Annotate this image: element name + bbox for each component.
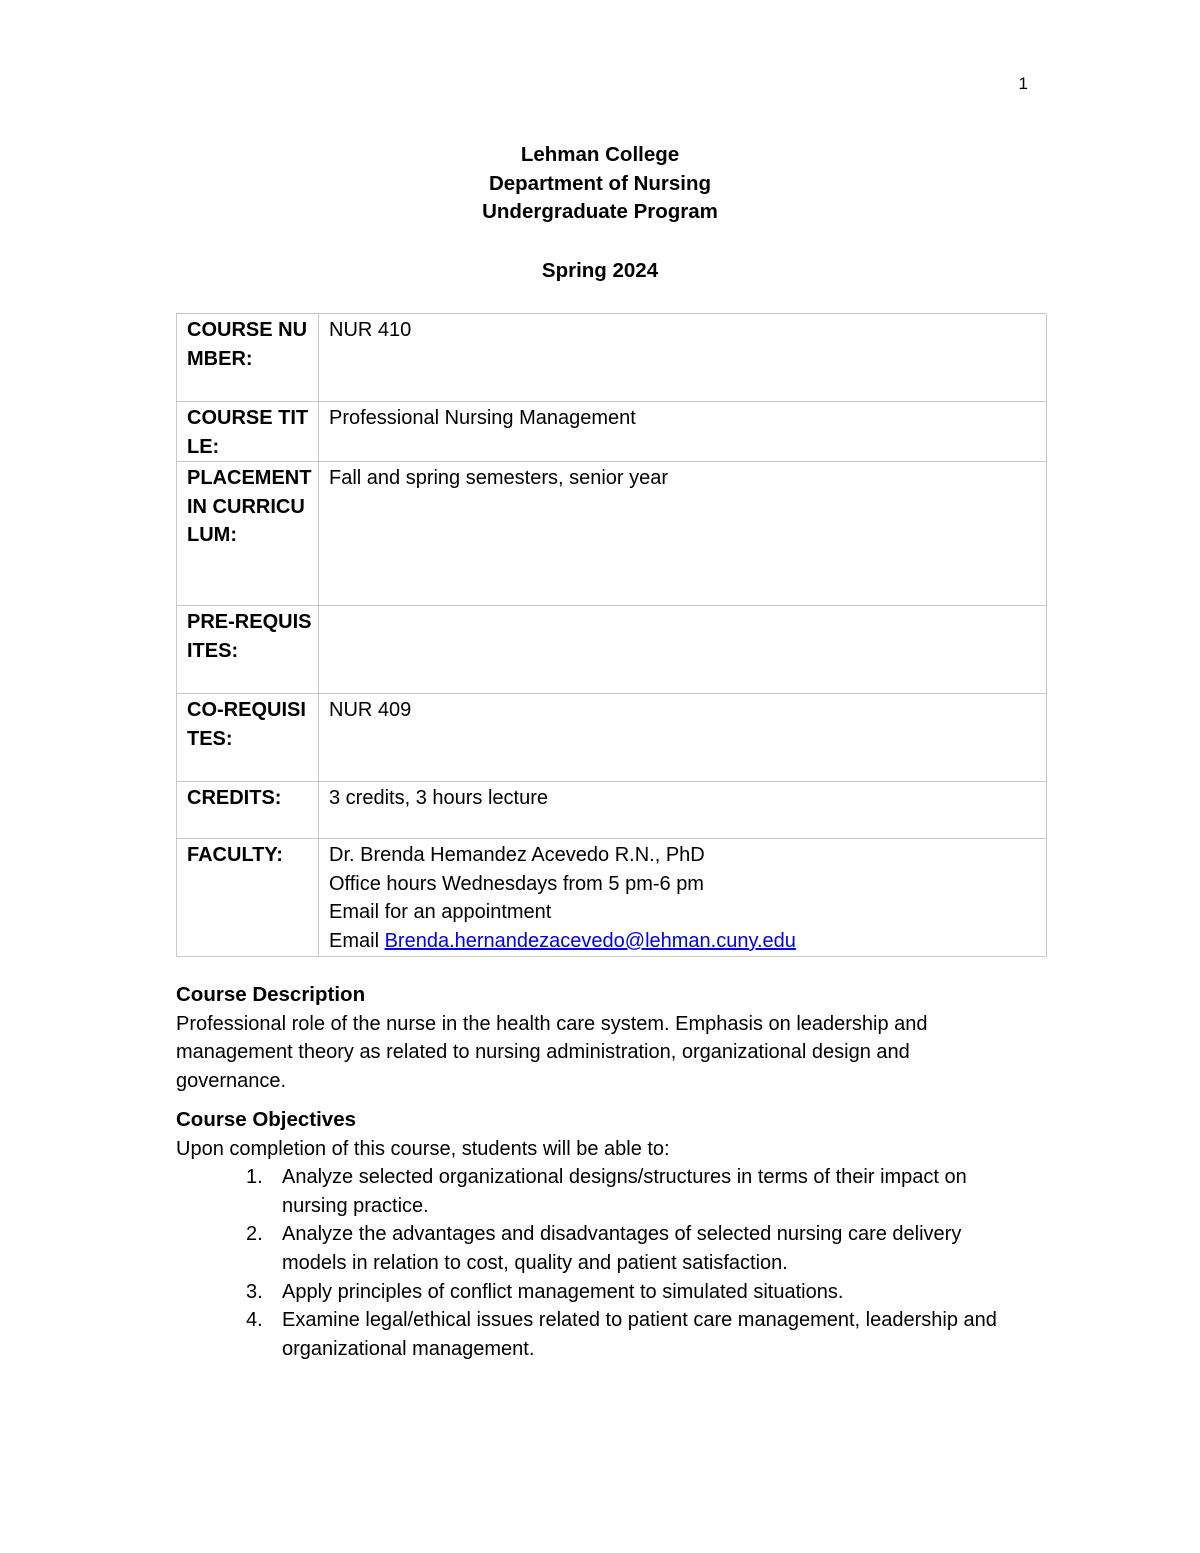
credits-value: 3 credits, 3 hours lecture <box>319 782 1047 839</box>
appointment-note: Email for an appointment <box>329 901 552 924</box>
list-number: 1. <box>246 1166 263 1189</box>
corequisites-label: CO-REQUISITES: <box>177 694 319 782</box>
table-row <box>177 839 1047 956</box>
faculty-label: FACULTY: <box>177 839 319 956</box>
course-objectives-section <box>176 1106 1026 1363</box>
course-objectives-title: Course Objectives <box>176 1108 357 1131</box>
faculty-name: Dr. Brenda Hemandez Acevedo R.N., PhD <box>329 844 705 867</box>
list-item <box>246 1278 1026 1307</box>
table-row <box>177 782 1047 839</box>
program-name: Undergraduate Program <box>482 200 718 224</box>
department-name: Department of Nursing <box>488 171 712 195</box>
objectives-list <box>176 1163 1026 1363</box>
objective-text: Analyze the advantages and disadvantages of selected nursing care delivery models in relation to cost, quality and patient satisfaction. <box>282 1223 962 1274</box>
course-number-value: NUR 410 <box>319 314 1047 402</box>
page-number: 1 <box>1018 74 1028 93</box>
table-row <box>177 694 1047 782</box>
table-row <box>177 314 1047 402</box>
placement-label: PLACEMENT IN CURRICULUM: <box>177 462 319 606</box>
institution-name: Lehman College <box>520 143 680 166</box>
course-title-label: COURSE TITLE: <box>177 402 319 462</box>
list-number: 2. <box>246 1223 263 1246</box>
table-row <box>177 402 1047 462</box>
course-number-label: COURSE NUMBER: <box>177 314 319 402</box>
course-description-title: Course Description <box>176 983 366 1006</box>
list-number: 3. <box>246 1280 263 1303</box>
corequisites-value: NUR 409 <box>319 694 1047 782</box>
list-number: 4. <box>246 1309 263 1332</box>
placement-value: Fall and spring semesters, senior year <box>319 462 1047 606</box>
prerequisites-value <box>319 606 1047 694</box>
objective-text: Analyze selected organizational designs/structures in terms of their impact on nursing practice. <box>282 1166 967 1217</box>
list-item <box>246 1220 1026 1277</box>
email-line <box>329 927 1036 956</box>
office-hours: Office hours Wednesdays from 5 pm-6 pm <box>329 872 704 895</box>
email-link[interactable]: Brenda.hernandezacevedo@lehman.cuny.edu <box>384 929 796 952</box>
course-objectives-intro: Upon completion of this course, students will be able to: <box>176 1137 670 1160</box>
faculty-value <box>319 839 1047 956</box>
course-info-table <box>176 313 1047 957</box>
list-item <box>246 1163 1026 1220</box>
table-row <box>177 606 1047 694</box>
course-description-text: Professional role of the nurse in the health care system. Emphasis on leadership and management theory as related to nursing administration, organizational design and governance. <box>176 1012 928 1092</box>
course-title-value: Professional Nursing Management <box>319 402 1047 462</box>
credits-label: CREDITS: <box>177 782 319 839</box>
table-row <box>177 462 1047 606</box>
objective-text: Examine legal/ethical issues related to patient care management, leadership and organizational management. <box>282 1309 997 1360</box>
term-title: Spring 2024 <box>541 259 659 282</box>
list-item <box>246 1306 1026 1363</box>
objective-text: Apply principles of conflict management to simulated situations. <box>282 1280 844 1303</box>
course-description-section <box>176 981 1026 1095</box>
email-prefix: Email <box>329 929 385 952</box>
document-header <box>0 141 1200 227</box>
prerequisites-label: PRE-REQUISITES: <box>177 606 319 694</box>
